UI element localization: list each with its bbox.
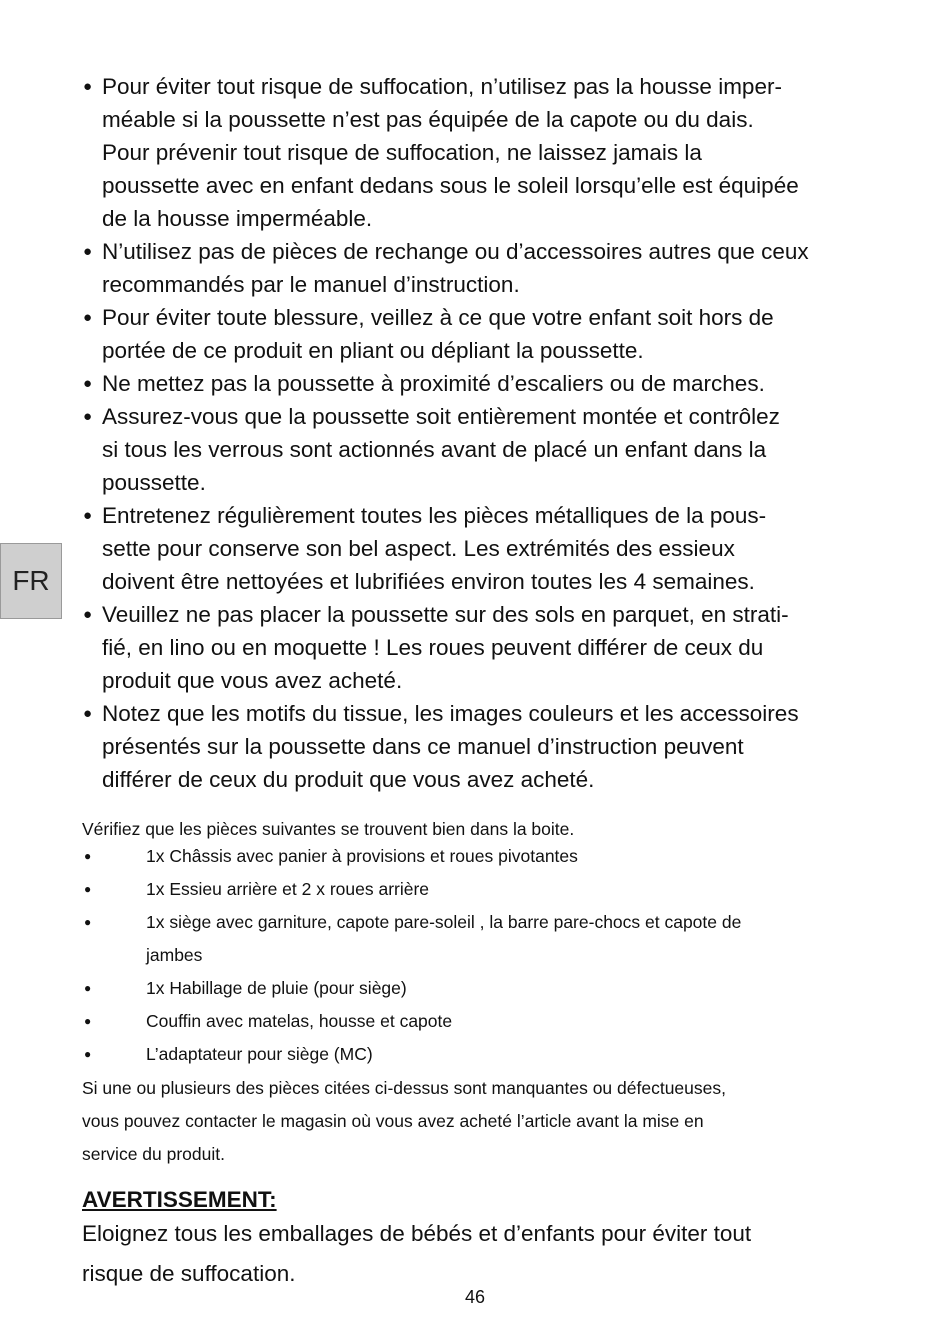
- list-item: [80, 499, 880, 598]
- page-number: 46: [464, 1287, 486, 1307]
- bullet-icon: ●: [83, 243, 93, 260]
- list-item: [80, 598, 880, 697]
- bullet-icon: ●: [83, 408, 93, 425]
- part-text: 1x Habillage de pluie (pour siège): [146, 978, 407, 998]
- warning-text: Entretenez régulièrement toutes les pièces métalliques de la pous- sette pour conserve son bel aspect. Les extrémités des essieux doivent être nettoyées et lubrifiées environ toutes les 4 semaines.: [102, 503, 767, 594]
- warning-text: Assurez-vous que la poussette soit entièrement montée et contrôlez si tous les verrous sont actionnés avant de placé un enfant dans la poussette.: [102, 404, 780, 495]
- part-text: 1x Essieu arrière et 2 x roues arrière: [146, 879, 430, 899]
- warning-title: AVERTISSEMENT:: [82, 1187, 277, 1212]
- warning-text: Eloignez tous les emballages de bébés et d’enfants pour éviter tout risque de suffocation.: [82, 1221, 752, 1286]
- part-text: Couffin avec matelas, housse et capote: [146, 1011, 453, 1031]
- list-item: [82, 873, 872, 906]
- bullet-icon: ●: [83, 375, 93, 392]
- checklist-intro: Vérifiez que les pièces suivantes se trouvent bien dans la boite.: [82, 819, 575, 839]
- warning-text: N’utilisez pas de pièces de rechange ou d’accessoires autres que ceux recommandés par le manuel d’instruction.: [102, 239, 809, 297]
- parts-checklist: [82, 840, 872, 1071]
- list-item: [82, 972, 872, 1005]
- bullet-icon: ●: [84, 1047, 92, 1061]
- language-tab-fr: [0, 543, 62, 619]
- bullet-icon: ●: [84, 981, 92, 995]
- bullet-icon: ●: [84, 1014, 92, 1028]
- part-text: L’adaptateur pour siège (MC): [146, 1044, 373, 1064]
- safety-warnings-list: [80, 70, 880, 796]
- bullet-icon: ●: [84, 849, 92, 863]
- list-item: [80, 697, 880, 796]
- list-item: [80, 367, 880, 400]
- warning-text: Pour éviter tout risque de suffocation, n’utilisez pas la housse imper- méable si la poussette n’est pas équipée de la capote ou du dais. Pour prévenir tout risque de suffocation, ne laissez jamais la poussette avec en enfant dedans sous le soleil lorsqu’elle est équipée de la housse imperméable.: [102, 74, 799, 231]
- list-item: [80, 235, 880, 301]
- list-item: [82, 1038, 872, 1071]
- warning-text: Notez que les motifs du tissue, les images couleurs et les accessoires présentés sur la poussette dans ce manuel d’instruction peuvent différer de ceux du produit que vous avez acheté.: [102, 701, 799, 792]
- bullet-icon: ●: [84, 882, 92, 896]
- bullet-icon: ●: [83, 705, 93, 722]
- language-tab-label: FR: [12, 565, 50, 596]
- part-text: 1x Châssis avec panier à provisions et roues pivotantes: [146, 846, 578, 866]
- bullet-icon: ●: [84, 915, 92, 929]
- missing-parts-note: Si une ou plusieurs des pièces citées ci-dessus sont manquantes ou défectueuses, vous pouvez contacter le magasin où vous avez acheté l’article avant la mise en service du produit.: [82, 1078, 726, 1164]
- warning-text: Ne mettez pas la poussette à proximité d’escaliers ou de marches.: [102, 371, 765, 396]
- list-item: [80, 70, 880, 235]
- part-text: 1x siège avec garniture, capote pare-soleil , la barre pare-chocs et capote de jambes: [146, 912, 742, 965]
- bullet-icon: ●: [83, 78, 93, 95]
- bullet-icon: ●: [83, 507, 93, 524]
- bullet-icon: ●: [83, 309, 93, 326]
- warning-text: Pour éviter toute blessure, veillez à ce que votre enfant soit hors de portée de ce produit en pliant ou dépliant la poussette.: [102, 305, 774, 363]
- bullet-icon: ●: [83, 606, 93, 623]
- list-item: [82, 1005, 872, 1038]
- list-item: [80, 301, 880, 367]
- list-item: [82, 840, 872, 873]
- list-item: [82, 906, 872, 972]
- warning-text: Veuillez ne pas placer la poussette sur des sols en parquet, en strati- fié, en lino ou en moquette ! Les roues peuvent différer de ceux du produit que vous avez acheté.: [102, 602, 789, 693]
- list-item: [80, 400, 880, 499]
